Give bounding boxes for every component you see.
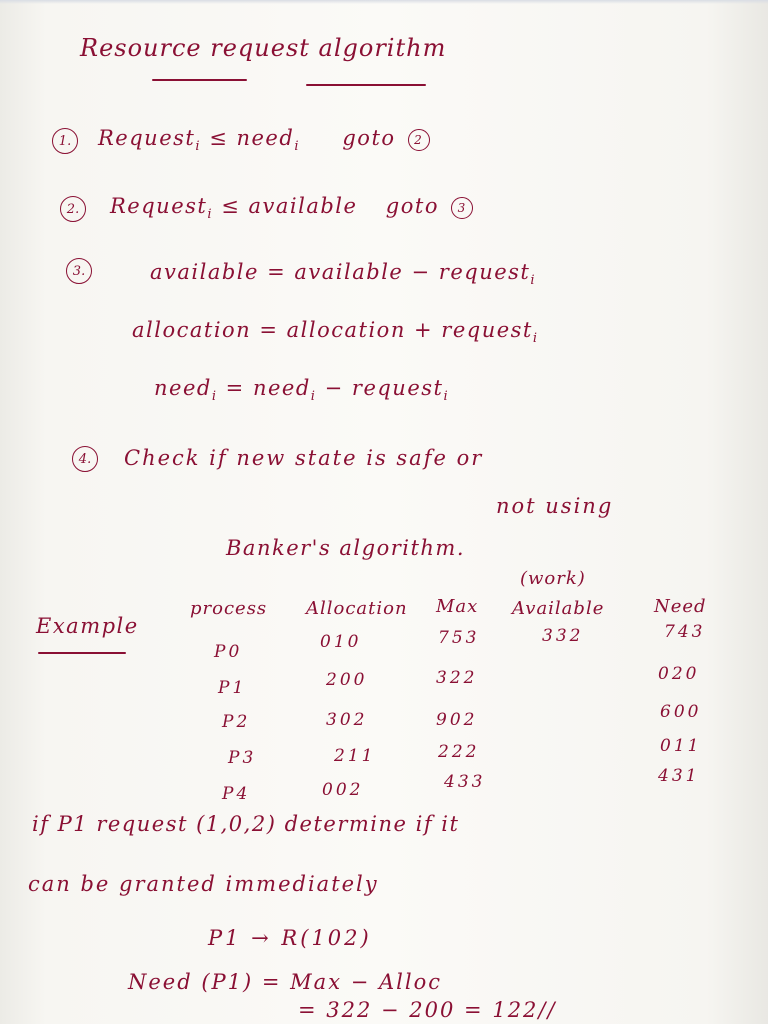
step-1-sub2: i: [294, 139, 300, 155]
title-underline-1: [152, 79, 247, 81]
table-row-2-need: 600: [660, 702, 702, 722]
example-label: Example: [36, 614, 139, 638]
table-row-1-allocation: 200: [326, 670, 368, 690]
table-row-3-allocation: 211: [334, 746, 376, 766]
header-need: Need: [654, 596, 707, 617]
step-2-goto-num: 3: [451, 197, 473, 219]
step-3-line-2-sub: i: [532, 331, 539, 347]
step-4-line-3: Banker's algorithm.: [226, 536, 466, 560]
header-allocation: Allocation: [306, 598, 408, 619]
table-row-0-max: 753: [438, 628, 480, 648]
table-row-0-allocation: 010: [320, 632, 362, 652]
step-3-line-3-eq: = need: [217, 376, 311, 400]
header-available: Available: [512, 598, 605, 619]
step-1-goto: goto: [342, 126, 396, 150]
step-1-number: 1.: [52, 128, 78, 154]
table-row-3-need: 011: [660, 736, 702, 756]
step-1-text: [98, 128, 430, 153]
step-3-number: 3.: [66, 258, 92, 284]
step-1-request: Request: [98, 126, 196, 150]
example-underline: [38, 652, 126, 654]
step-1-rest: ≤ need: [201, 126, 295, 150]
step-3-line-3-sub-c: i: [443, 389, 450, 405]
step-4-line-1: Check if new state is safe or: [124, 446, 484, 470]
question-line-3: P1 → R(102): [208, 926, 372, 950]
step-1-sub: i: [195, 139, 202, 155]
table-row-4-allocation: 002: [322, 780, 364, 800]
question-line-1: if P1 request (1,0,2) determine if it: [32, 812, 460, 836]
step-1-goto-num: 2: [408, 129, 430, 151]
page-title: Resource request algorithm: [80, 34, 447, 62]
table-row-1-max: 322: [436, 668, 478, 688]
table-row-0-process: P0: [214, 642, 243, 662]
question-line-4: Need (P1) = Max − Alloc: [128, 970, 442, 994]
step-3-line-3-need: need: [154, 376, 212, 400]
step-2-number: 2.: [60, 196, 86, 222]
step-2-goto: goto: [385, 194, 439, 218]
step-2-text: [110, 196, 473, 221]
work-label: (work): [520, 568, 586, 589]
step-4-number: 4.: [72, 446, 98, 472]
step-4-line-2: not using: [496, 494, 614, 518]
header-max: Max: [436, 596, 479, 617]
table-row-4-need: 431: [658, 766, 700, 786]
table-row-1-need: 020: [658, 664, 700, 684]
table-row-2-allocation: 302: [326, 710, 368, 730]
step-2-rest: ≤ available: [213, 194, 358, 218]
header-process: process: [190, 598, 268, 619]
step-3-line-2: [132, 320, 539, 345]
question-line-2: can be granted immediately: [28, 872, 379, 896]
step-3-line-3-sub-b: i: [310, 389, 317, 405]
table-row-0-need: 743: [664, 622, 706, 642]
step-3-line-3-sub-a: i: [211, 389, 218, 405]
table-row-2-process: P2: [222, 712, 251, 732]
question-line-5: = 322 − 200 = 122//: [298, 998, 557, 1022]
table-row-1-process: P1: [218, 678, 247, 698]
step-3-line-3-minus: − request: [316, 376, 444, 400]
step-2-sub: i: [207, 207, 214, 223]
step-3-line-3: [154, 378, 449, 403]
table-row-0-available: 332: [542, 626, 584, 646]
page-edge: [0, 0, 768, 4]
title-underline-2: [306, 84, 426, 86]
table-row-2-max: 902: [436, 710, 478, 730]
step-2-request: Request: [110, 194, 208, 218]
step-3-line-1-sub: i: [530, 273, 537, 289]
step-3-line-1-text: available = available − request: [150, 260, 531, 284]
table-row-4-max: 433: [444, 772, 486, 792]
step-3-line-1: [150, 262, 536, 287]
table-row-3-process: P3: [228, 748, 257, 768]
step-3-line-2-text: allocation = allocation + request: [132, 318, 533, 342]
table-row-3-max: 222: [438, 742, 480, 762]
table-row-4-process: P4: [222, 784, 251, 804]
